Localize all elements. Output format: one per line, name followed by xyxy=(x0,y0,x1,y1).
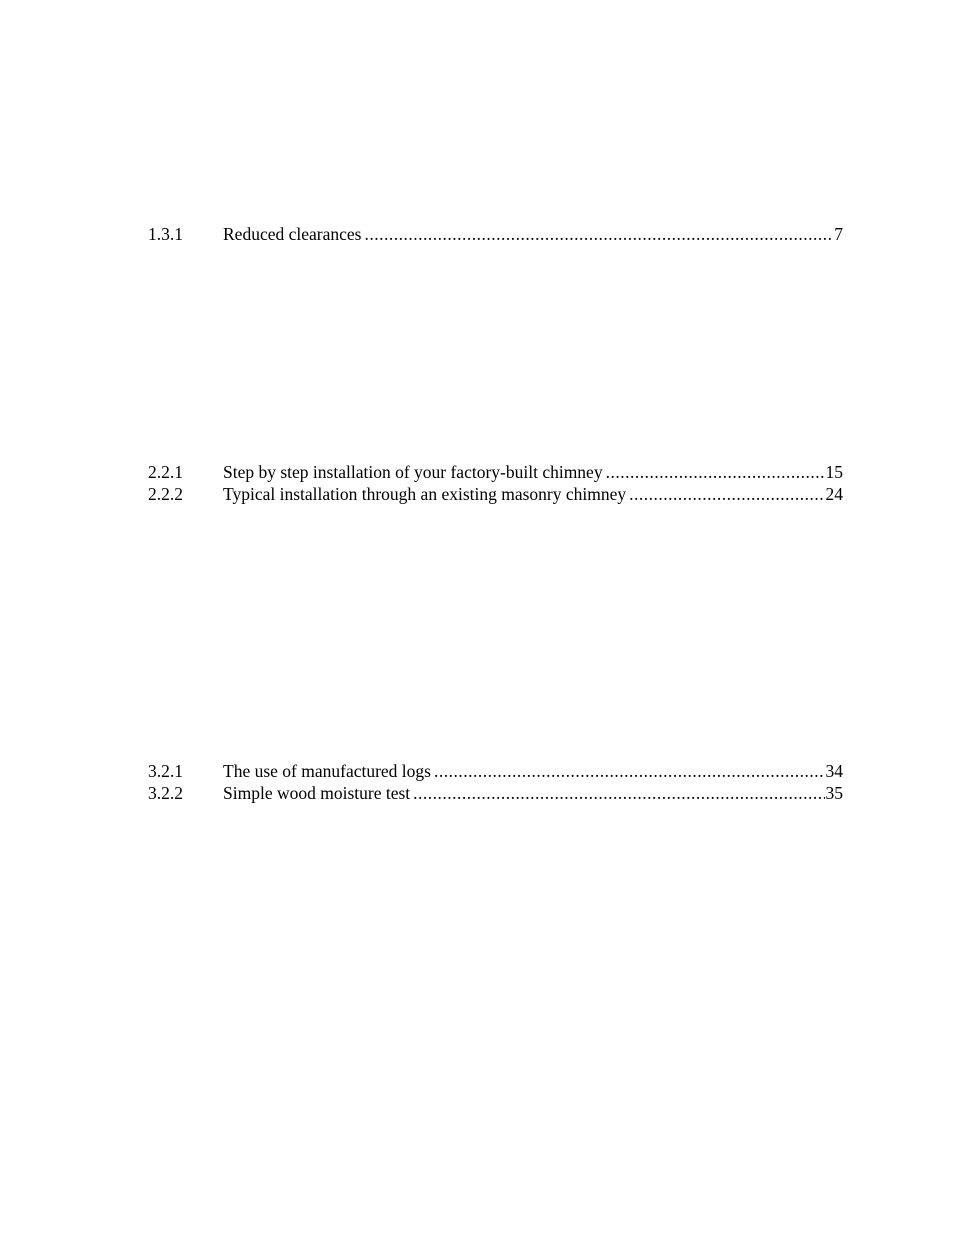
toc-dot-leader xyxy=(606,461,825,483)
toc-dot-leader xyxy=(629,483,824,505)
toc-entry-page: 34 xyxy=(825,761,843,781)
toc-entry[interactable] xyxy=(148,223,843,245)
toc-entry-number: 2.2.2 xyxy=(148,484,183,504)
toc-entry-title: Typical installation through an existing masonry chimney xyxy=(223,484,627,504)
toc-entry[interactable] xyxy=(148,760,843,782)
toc-entry-number: 2.2.1 xyxy=(148,462,183,482)
toc-entry-number: 3.2.1 xyxy=(148,761,183,781)
toc-entry-page: 35 xyxy=(825,783,843,803)
toc-entry[interactable] xyxy=(148,461,843,483)
toc-entry[interactable] xyxy=(148,782,843,804)
toc-entry-title: The use of manufactured logs xyxy=(223,761,431,781)
toc-section-3 xyxy=(148,760,843,804)
toc-entry-page: 24 xyxy=(825,484,843,504)
toc-entry-page: 15 xyxy=(825,462,843,482)
toc-entry-number: 3.2.2 xyxy=(148,783,183,803)
toc-dot-leader xyxy=(434,760,825,782)
toc-entry-title: Reduced clearances xyxy=(223,224,362,244)
toc-dot-leader xyxy=(364,223,833,245)
toc-section-1 xyxy=(148,223,843,245)
toc-entry-number: 1.3.1 xyxy=(148,224,183,244)
toc-section-2 xyxy=(148,461,843,505)
toc-entry-page: 7 xyxy=(834,224,843,244)
toc-entry-title: Step by step installation of your factory-built chimney xyxy=(223,462,603,482)
toc-entry[interactable] xyxy=(148,483,843,505)
toc-dot-leader xyxy=(413,782,824,804)
toc-entry-title: Simple wood moisture test xyxy=(223,783,411,803)
